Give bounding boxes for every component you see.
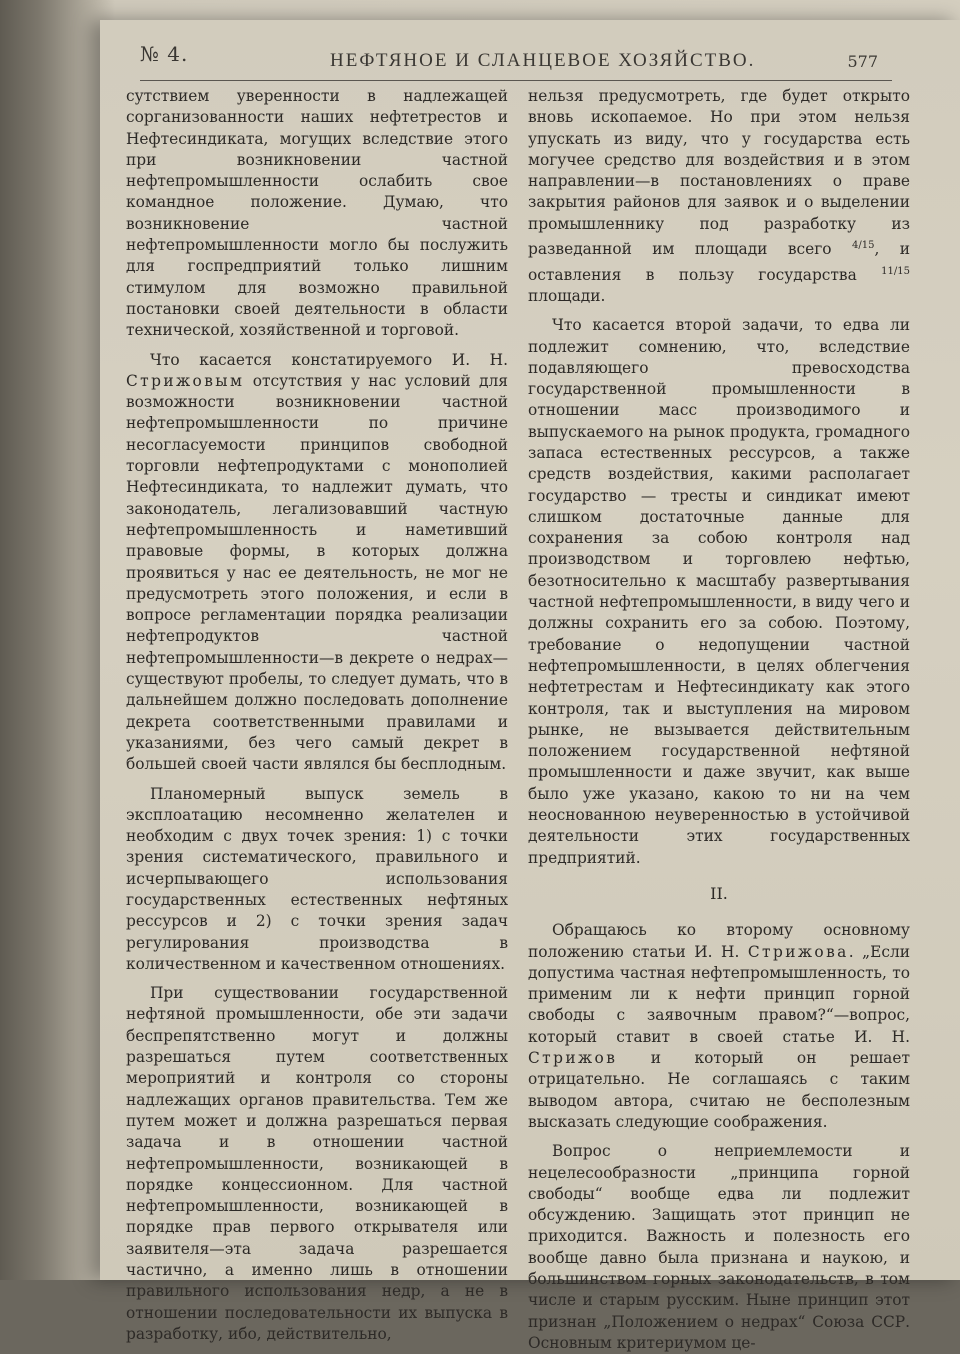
- paragraph: [528, 86, 910, 307]
- header-rule: [140, 80, 892, 81]
- paragraph: Вопрос о неприемлемости и нецелесообразности „принципа горной свободы“ вообще едва ли подлежит обсуждению. Защищать этот принцип не приходится. Важность и полезность его вообще давно была признана и наукою, и большинством горных законодательств, в том числе и старым русским. Ныне принцип этот признан „Положением о недрах“ Союза ССР. Основным критериумом це-: [528, 1142, 910, 1352]
- fraction: 11/15: [881, 265, 910, 277]
- paragraph: Планомерный выпуск земель в эксплоатацию несомненно желателен и необходим с двух точек зрения: 1) с точки зрения систематического, правильного и исчерпывающего использования государственных естественных нефтяных рессурсов и 2) с точки зрения задач регулирования производства в количественном и качественном отношениях.: [126, 784, 508, 973]
- paragraph-text: . „Если допустима частная нефтепромышленность, то применим ли к нефти принцип горной свободы с заявочным правом?“—вопрос, который ставит в своей статье И. Н.: [528, 942, 910, 1046]
- section-heading: II.: [710, 883, 728, 903]
- paragraph-text: , и оставления в пользу государства: [528, 240, 910, 284]
- paragraph-text: и который он решает отрицательно. Не соглашаясь с таким выводом автора, считаю не бесполезным высказать следующие соображения.: [528, 1049, 910, 1131]
- paragraph-text: нельзя предусмотреть, где будет открыто вновь ископаемое. Но при этом нельзя упускать из виду, что у государства есть могучее средство для воздействия и в этом направлении—в постановлениях о праве закрытия районов для заявок и о выделении промышленнику под разработку из разведанной им площади всего: [528, 87, 910, 259]
- paragraph-text: Что касается констатируемого И. Н.: [150, 350, 508, 369]
- author-name: Стрижова: [747, 942, 849, 961]
- paragraph: [126, 350, 508, 776]
- paragraph-text: отсутствия у нас условий для возможности возникновении частной нефтепромышленности по причине несогласуемости принципов свободной торговли нефтепродуктами с монополией Нефтесиндиката, то надлежит думать, что законодатель, легализовавший частную нефтепромышленность и наметивший правовые формы, в которых должна проявиться у нас ее деятельность, не мог не предусмотреть этого положения, и если в вопросе регламентации порядка реализации нефтепродуктов частной нефтепромышленности—в декрете о недрах—существуют пробелы, то следует думать, что в дальнейшем должно последовать дополнение декрета соответственными правилами и указаниями, без чего самый декрет в большей своей части являлся бы бесплодным.: [126, 371, 508, 774]
- journal-title: НЕФТЯНОЕ И СЛАНЦЕВОЕ ХОЗЯЙСТВО.: [330, 50, 756, 71]
- left-column: [126, 86, 508, 1345]
- paragraph-text: Обращаюсь ко второму основному положению статьи И. Н.: [528, 921, 910, 961]
- paragraph-text: площади.: [528, 286, 606, 305]
- running-header: [140, 36, 892, 84]
- paragraph: При существовании государственной нефтяной промышленности, обе эти задачи беспрепятственно могут и должны разрешаться путем соответственных мероприятий и контроля со стороны надлежащих органов правительства. Тем же путем может и должна разрешаться первая задача и в отношении частной нефтепромышленности, возникающей в порядке концессионном. Для частной нефтепромышленности, возникающей в порядке прав первого открывателя или заявителя—эта задача разрешается частично, а именно лишь в отношении правильного использования недр, а не в отношении последовательности их выпуска в разработку, ибо, действительно,: [126, 984, 508, 1343]
- right-column: [528, 86, 910, 1354]
- paragraph: сутствием уверенности в надлежащей сорганизованности наших нефтетрестов и Нефтесиндиката, могущих вследствие этого при возникновении частной нефтепромышленности ослабить свое командное положение. Думаю, что возникновение частной нефтепромышленности могло бы послужить для госпредприятий только лишним стимулом для возможно правильной постановки своей деятельности в области технической, хозяйственной и торговой.: [126, 87, 508, 340]
- page-number: 577: [847, 52, 878, 71]
- issue-number: № 4.: [140, 42, 189, 66]
- paragraph: [528, 920, 910, 1133]
- author-name: Стрижовым: [126, 371, 245, 390]
- author-name: Стрижов: [528, 1049, 618, 1068]
- fraction: 4/15: [851, 240, 875, 252]
- paragraph: Что касается второй задачи, то едва ли подлежит сомнению, что, вследствие подавляющего превосходства государственной промышленности в отношении масс производимого и выпускаемого на рынок продукта, громадного запаса естественных рессурсов, а также средств воздействия, какими располагает государство — тресты и синдикат имеют слишком достаточные данные для сохранения за собою контроля над производством и торговлею нефтью, безотносительно к масштабу развертывания частной нефтепромышленности, в виду чего и должны сохранить его за собою. Поэтому, требование о недопущении частной нефтепромышленности, в целях облегчения нефтетрестам и Нефтесиндикату как этого контроля, так и выступления на мировом рынке, не вызывается действительным положением государственной нефтяной промышленности и даже звучит, как выше было уже указано, какою то ни на чем неоснованною неуверенностью в устойчивой деятельности этих государственных предприятий.: [528, 316, 910, 867]
